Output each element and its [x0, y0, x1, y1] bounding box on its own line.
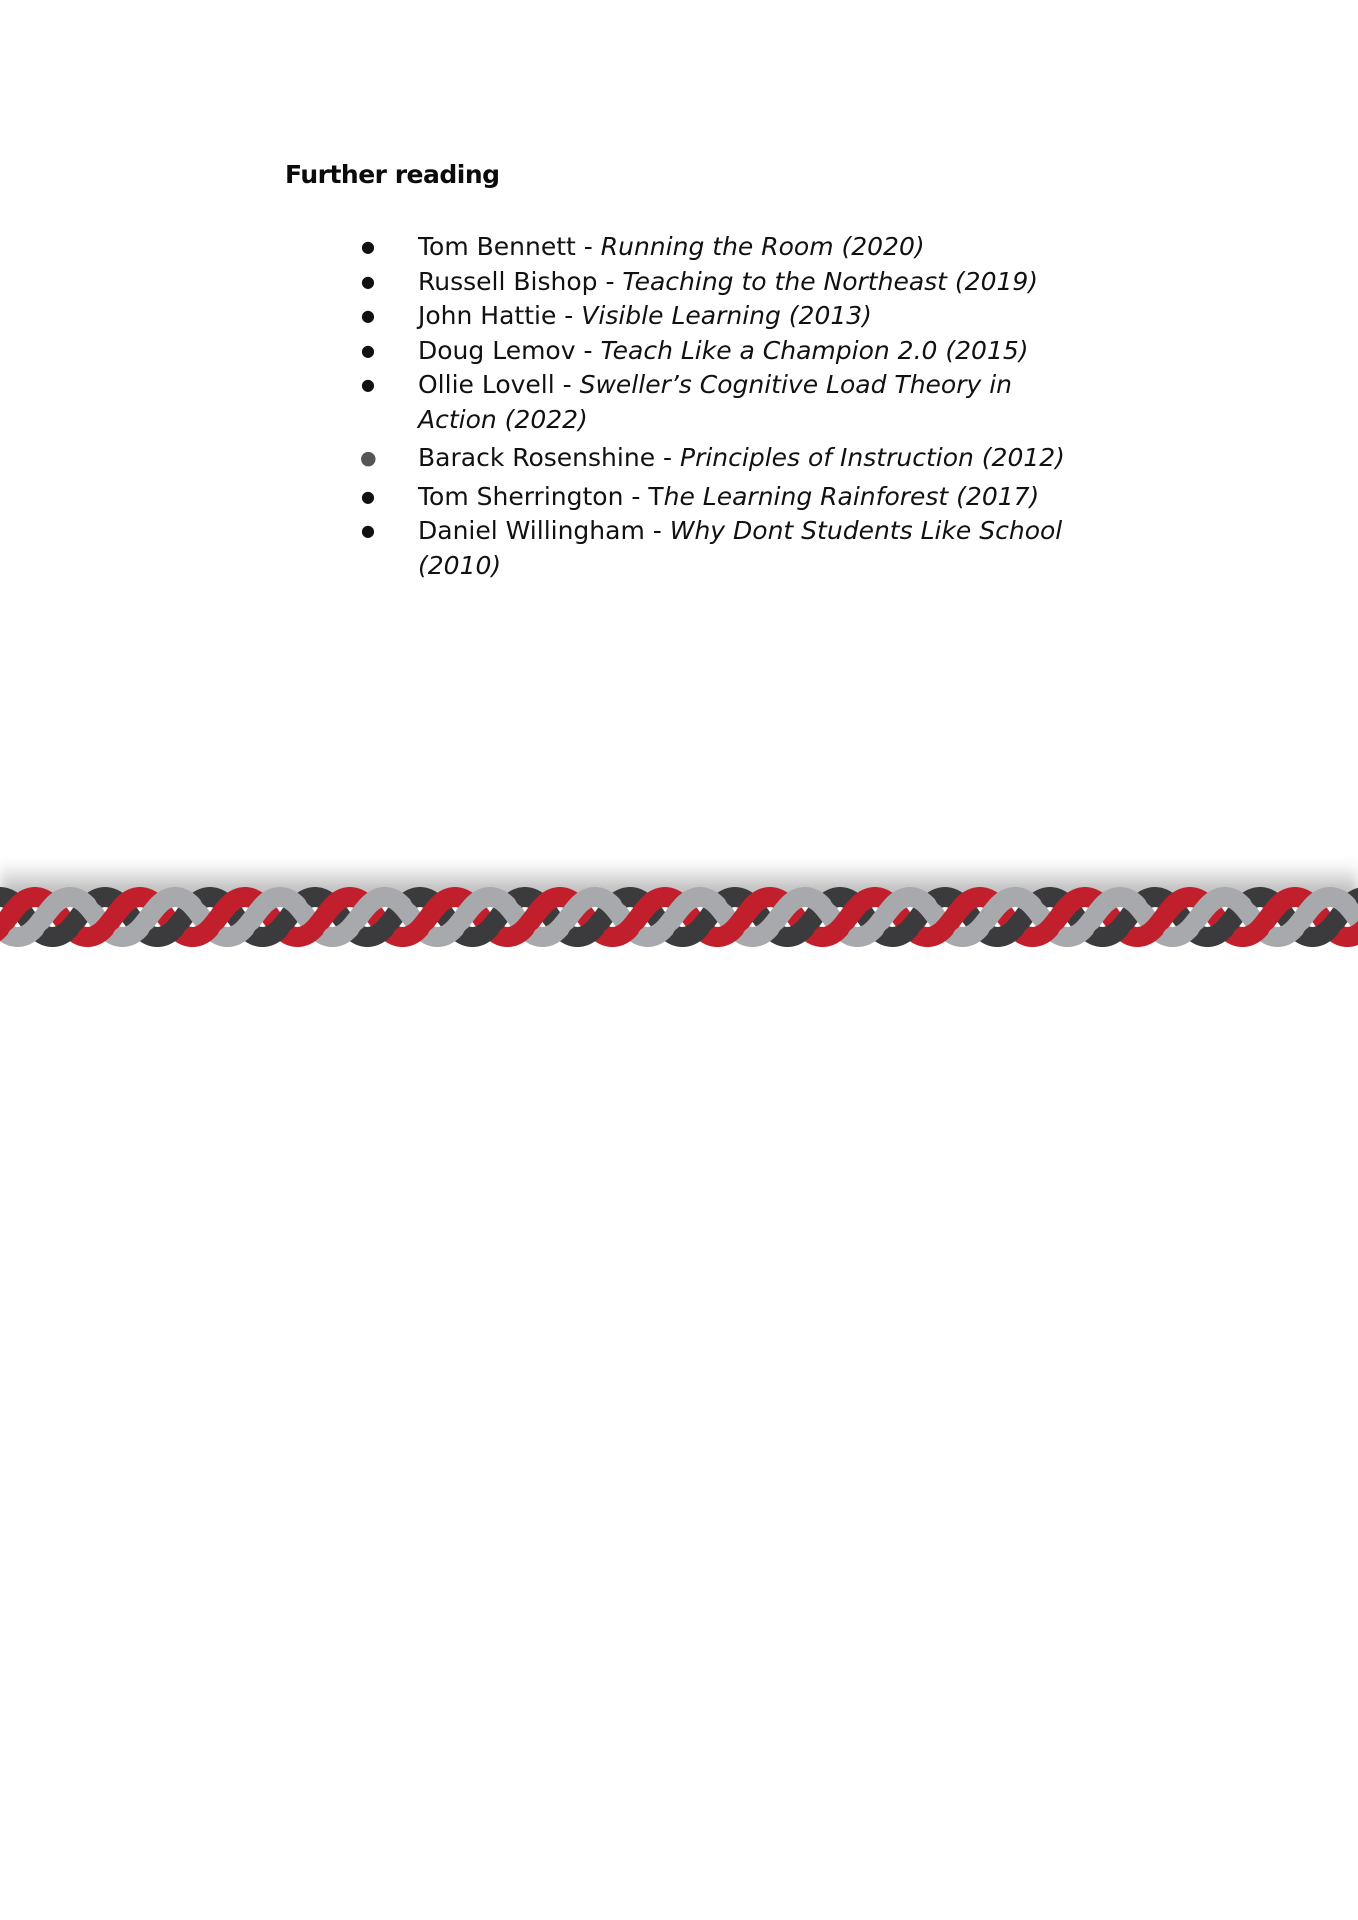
item-author: Tom Sherrington - T: [418, 481, 664, 511]
list-item: [360, 230, 1080, 265]
item-title: Visible Learning (2013): [581, 301, 872, 330]
item-author: Barack Rosenshine -: [418, 443, 680, 472]
item-title: he Learning Rainforest (2017): [663, 481, 1040, 511]
bullet-icon: ●: [361, 271, 375, 291]
list-item: [360, 334, 1080, 369]
list-item: [360, 368, 1080, 437]
item-title: Principles of Instruction (2012): [680, 443, 1065, 472]
bullet-icon: ●: [360, 447, 377, 469]
bullet-icon: ●: [361, 375, 375, 394]
list-item: [360, 299, 1080, 334]
section-heading: Further reading: [285, 160, 500, 189]
item-title: Running the Room (2020): [600, 232, 925, 261]
item-author: Russell Bishop -: [418, 266, 623, 296]
bullet-icon: ●: [361, 306, 375, 325]
bullet-icon: ●: [361, 340, 375, 360]
bullet-icon: ●: [361, 486, 375, 506]
list-item: [360, 265, 1080, 300]
bullet-icon: ●: [361, 237, 375, 256]
list-item: [360, 514, 1080, 583]
item-title: Sweller’s Cognitive Load Theory in Action (2022): [418, 370, 1013, 434]
reading-list: [360, 230, 1080, 583]
item-author: Daniel Willingham -: [418, 516, 670, 545]
list-item: [360, 441, 1080, 476]
list-item: [360, 480, 1080, 515]
item-author: Ollie Lovell -: [418, 370, 580, 399]
item-title: Teaching to the Northeast (2019): [622, 266, 1039, 296]
bullet-icon: ●: [361, 521, 375, 540]
item-author: John Hattie -: [418, 301, 582, 330]
item-title: Teach Like a Champion 2.0 (2015): [600, 335, 1029, 365]
item-author: Tom Bennett -: [418, 232, 601, 261]
item-author: Doug Lemov -: [418, 335, 601, 365]
braid-divider: [0, 852, 1358, 952]
item-title: Why Dont Students Like School (2010): [418, 516, 1063, 580]
